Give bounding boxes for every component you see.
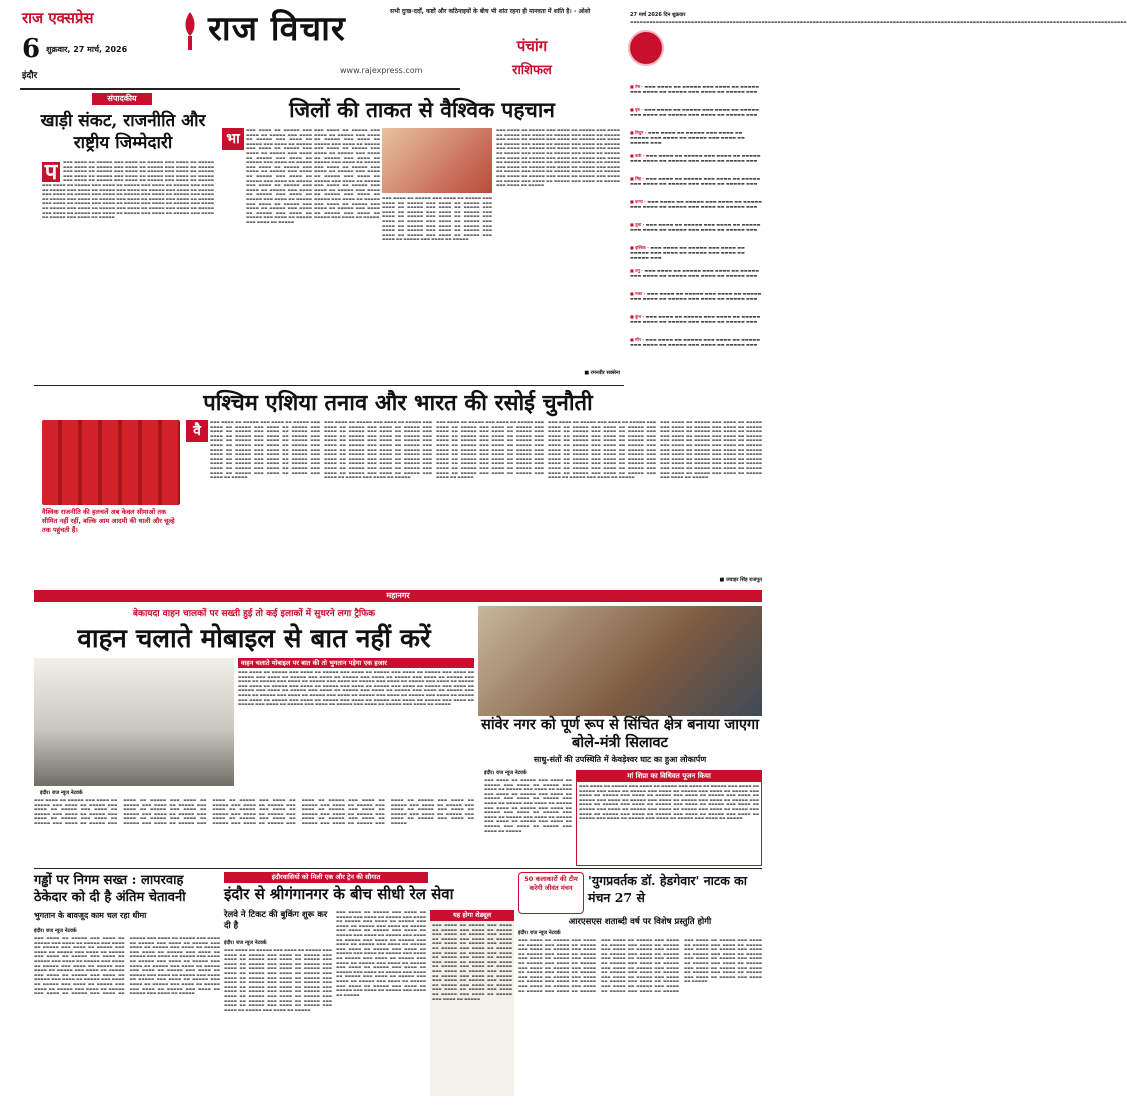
hedgewar-sub: आरएसएस शताब्दी वर्ष पर विशेष प्रस्तुति होगी bbox=[568, 917, 712, 927]
rail-headline: इंदौर से श्रीगंगानगर के बीच सीधी रेल सेवा bbox=[224, 885, 454, 903]
second-byline: ■ जवाहर सिंह राजपूत bbox=[719, 577, 762, 583]
zodiac-item-name: ■ वृश्चिक - bbox=[630, 245, 651, 250]
zodiac-item: ■ मिथुन - ▬▬▬ ▬▬▬▬ ▬▬ ▬▬▬▬▬ ▬▬▬ ▬▬▬▬ ▬▬ ▬▬▬▬▬ ▬▬▬ ▬▬▬▬ ▬▬ ▬▬▬▬▬ ▬▬▬ ▬▬▬▬ ▬▬ ▬▬▬▬▬ ▬▬▬ bbox=[630, 130, 745, 146]
hedgewar-headline: 'युगप्रवर्तक डॉ. हेडगेवार' नाटक का मंचन 27 से bbox=[588, 873, 747, 905]
zodiac-item-name: ■ कुंभ - bbox=[630, 314, 646, 319]
traffic-kicker: बेकायदा वाहन चालकों पर सख्ती हुई तो कई इलाकों में सुधरने लगा ट्रैफिक bbox=[132, 609, 376, 619]
zodiac-item-name: ■ कर्क - bbox=[630, 153, 646, 158]
masthead-quote: सभी दुःख-दर्दों, कष्टों और कठिनाइयों के बीच भी शांत रहना ही मानवता में शांति है। - ओशो bbox=[390, 8, 591, 15]
editorial-headline: खाड़ी संकट, राजनीति और राष्ट्रीय जिम्मेदारी bbox=[40, 111, 206, 153]
panchang-intro: 27 मार्च 2026 दिन शुक्रवार bbox=[630, 12, 686, 18]
panchang-heading bbox=[472, 36, 627, 88]
second-dropcap: वै bbox=[186, 420, 208, 442]
lower-rule bbox=[34, 868, 762, 869]
zodiac-item: ■ मकर - ▬▬▬ ▬▬▬▬ ▬▬ ▬▬▬▬▬ ▬▬▬ ▬▬▬▬ ▬▬ ▬▬▬▬▬ ▬▬▬ ▬▬▬▬ ▬▬ ▬▬▬▬▬ ▬▬▬ ▬▬▬▬ ▬▬ ▬▬▬▬▬ ▬▬▬ bbox=[630, 291, 762, 302]
zodiac-item-name: ■ तुला - bbox=[630, 222, 646, 227]
traffic-photo-caption: इंदौर। राज न्यूज नेटवर्क bbox=[40, 790, 83, 796]
issue-city: इंदौर bbox=[22, 71, 38, 81]
rail-kicker-box bbox=[224, 872, 428, 883]
zodiac-item-name: ■ मकर - bbox=[630, 291, 647, 296]
section-bar-label: महानगर bbox=[386, 591, 410, 600]
potholes-headline: गड्ढों पर निगम सख्त : लापरवाह ठेकेदार को दी है अंतिम चेतावनी bbox=[34, 873, 186, 905]
rail-schedule-head: यह होगा शेड्यूल bbox=[430, 910, 514, 921]
traffic-photo-left bbox=[34, 658, 234, 786]
editorial-label: संपादकीय bbox=[92, 93, 152, 105]
brand-name: राज एक्सप्रेस bbox=[22, 9, 94, 27]
lead-byline: ■ रमनवीर सक्सेना bbox=[584, 370, 620, 376]
panchang-subtitle: राशिफल bbox=[512, 63, 552, 78]
zodiac-item: ■ सिंह - ▬▬▬ ▬▬▬▬ ▬▬ ▬▬▬▬▬ ▬▬▬ ▬▬▬▬ ▬▬ ▬▬▬▬▬ ▬▬▬ ▬▬▬▬ ▬▬ ▬▬▬▬▬ ▬▬▬ ▬▬▬▬ ▬▬ ▬▬▬▬▬ ▬▬▬ bbox=[630, 176, 761, 187]
rail-byline: इंदौर। राज न्यूज नेटवर्क bbox=[224, 940, 267, 946]
rail-kicker: इंदौरवासियों को मिली एक और ट्रेन की सौगात bbox=[271, 873, 381, 881]
panchang-column bbox=[630, 12, 1127, 417]
website[interactable]: www.rajexpress.com bbox=[340, 66, 423, 75]
zodiac-item: ■ तुला - ▬▬▬ ▬▬▬▬ ▬▬ ▬▬▬▬▬ ▬▬▬ ▬▬▬▬ ▬▬ ▬▬▬▬▬ ▬▬▬ ▬▬▬▬ ▬▬ ▬▬▬▬▬ ▬▬▬ ▬▬▬▬ ▬▬ ▬▬▬▬▬ ▬▬▬ bbox=[630, 222, 761, 233]
zodiac-item-name: ■ वृष - bbox=[630, 107, 645, 112]
zodiac-item-name: ■ धनु - bbox=[630, 268, 645, 273]
zodiac-item-name: ■ सिंह - bbox=[630, 176, 646, 181]
logo-icon bbox=[180, 10, 200, 52]
section-bar bbox=[34, 590, 762, 602]
zodiac-item: ■ वृष - ▬▬▬ ▬▬▬▬ ▬▬ ▬▬▬▬▬ ▬▬▬ ▬▬▬▬ ▬▬ ▬▬▬▬▬ ▬▬▬ ▬▬▬▬ ▬▬ ▬▬▬▬▬ ▬▬▬ ▬▬▬▬ ▬▬ ▬▬▬▬▬ ▬▬▬ bbox=[630, 107, 759, 118]
second-headline: पश्चिम एशिया तनाव और भारत की रसोई चुनौती bbox=[203, 390, 593, 416]
page-number: 6 bbox=[22, 34, 41, 64]
potholes-sub: भुगतान के बावजूद काम चल रहा धीमा bbox=[34, 911, 147, 920]
potholes-byline: इंदौर। राज न्यूज नेटवर्क bbox=[34, 928, 77, 934]
sawer-box-headline: मां शिप्रा का विधिवत पूजन किया bbox=[577, 771, 761, 782]
issue-date: शुक्रवार, 27 मार्च, 2026 bbox=[46, 44, 128, 54]
lead-dropcap: भा bbox=[222, 128, 244, 150]
zodiac-item: ■ मीन - ▬▬▬ ▬▬▬▬ ▬▬ ▬▬▬▬▬ ▬▬▬ ▬▬▬▬ ▬▬ ▬▬▬▬▬ ▬▬▬ ▬▬▬▬ ▬▬ ▬▬▬▬▬ ▬▬▬ ▬▬▬▬ ▬▬ ▬▬▬▬▬ ▬▬▬ bbox=[630, 337, 760, 348]
lead-body: भा ▬▬▬ ▬▬▬▬ ▬▬ ▬▬▬▬▬ ▬▬▬ ▬▬▬▬ ▬▬ ▬▬▬▬▬ ▬▬▬ ▬▬▬▬ ▬▬ ▬▬▬▬▬ ▬▬▬ ▬▬▬▬ ▬▬ ▬▬▬▬▬ ▬▬▬ ▬▬▬▬ ▬▬ ▬▬▬▬▬ ▬▬▬ ▬▬▬▬ ▬▬ ▬▬▬▬▬ ▬▬▬ ▬▬▬▬ ▬▬ ▬▬▬▬▬ ▬▬▬ ▬▬▬▬ ▬▬ ▬▬▬▬▬ ▬▬▬ ▬▬▬▬ ▬▬ ▬▬▬▬▬ ▬▬▬ ▬▬▬▬ ▬▬ ▬▬▬▬▬ ▬▬▬ ▬▬▬▬ ▬▬ ▬▬▬▬▬ ▬▬▬ ▬▬▬▬ ▬▬ ▬▬▬▬▬ ▬▬▬ ▬▬▬▬ ▬▬ ▬▬▬▬▬ ▬▬▬ ▬▬▬▬ ▬▬ ▬▬▬▬▬ ▬▬▬ ▬▬▬▬ ▬▬ ▬▬▬▬▬ ▬▬▬ ▬▬▬▬ ▬▬ ▬▬▬▬▬ ▬▬▬ ▬▬▬▬ ▬▬ ▬▬▬▬▬ ▬▬▬ ▬▬▬▬ ▬▬ ▬▬▬▬▬ ▬▬▬ ▬▬▬▬ ▬▬ ▬▬▬▬▬ ▬▬▬ ▬▬▬▬ ▬▬ ▬▬▬▬▬ ▬▬▬ ▬▬▬▬ ▬▬ ▬▬▬▬▬ ▬▬▬ ▬▬▬▬ ▬▬ ▬▬▬▬▬ ▬▬▬ ▬▬▬▬ ▬▬ ▬▬▬▬▬ ▬▬▬ ▬▬▬▬ ▬▬ ▬▬▬▬▬ ▬▬▬ ▬▬▬▬ ▬▬ ▬▬▬▬▬ ▬▬▬ ▬▬▬▬ ▬▬ ▬▬▬▬▬ ▬▬▬ ▬▬▬▬ ▬▬ ▬▬▬▬▬ ▬▬▬ ▬▬▬▬ ▬▬ ▬▬▬▬▬ ▬▬▬ ▬▬▬▬ ▬▬ ▬▬▬▬▬ ▬▬▬ ▬▬▬▬ ▬▬ ▬▬▬▬▬ ▬▬▬ ▬▬▬▬ ▬▬ ▬▬▬▬▬ ▬▬▬ ▬▬▬▬ ▬▬ ▬▬▬▬▬ ▬▬▬ ▬▬▬▬ ▬▬ ▬▬▬▬▬ ▬▬▬ ▬▬▬▬ ▬▬ ▬▬▬▬▬ ▬▬▬ ▬▬▬▬ ▬▬ ▬▬▬▬▬ ▬▬▬ ▬▬▬▬ ▬▬ ▬▬▬▬▬ ▬▬▬ ▬▬▬▬ ▬▬ ▬▬▬▬▬ ▬▬▬ ▬▬▬▬ ▬▬ ▬▬▬▬▬ ▬▬▬ ▬▬▬▬ ▬▬ ▬▬▬▬▬ ▬▬▬ ▬▬▬▬ ▬▬ ▬▬▬▬▬ ▬▬▬ ▬▬▬▬ ▬▬ ▬▬▬▬▬ ▬▬▬ ▬▬▬▬ ▬▬ ▬▬▬▬▬ ▬▬▬ ▬▬▬▬ ▬▬ ▬▬▬▬▬ ▬▬▬ ▬▬▬▬ ▬▬ ▬▬▬▬▬ ▬▬▬ ▬▬▬▬ ▬▬ ▬▬▬▬▬ ▬▬▬ ▬▬▬▬ ▬▬ ▬▬▬▬▬ ▬▬▬ ▬▬▬▬ ▬▬ ▬▬▬▬▬ ▬▬▬ ▬▬▬▬ ▬▬ ▬▬▬▬▬ ▬▬▬ ▬▬▬▬ ▬▬ ▬▬▬▬▬ ▬▬▬ ▬▬▬▬ ▬▬ ▬▬▬▬▬ ▬▬▬ ▬▬▬▬ ▬▬ ▬▬▬▬▬ ▬▬▬ ▬▬▬▬ ▬▬ ▬▬▬▬▬ ▬▬▬ ▬▬▬▬ ▬▬ ▬▬▬▬▬ ▬▬▬ ▬▬▬▬ ▬▬ ▬▬▬▬▬ ▬▬▬ ▬▬▬▬ ▬▬ ▬▬▬▬▬ ▬▬▬ ▬▬▬▬ ▬▬ ▬▬▬▬▬ ▬▬▬ ▬▬▬▬ ▬▬ ▬▬▬▬▬ ▬▬▬ ▬▬▬▬ ▬▬ ▬▬▬▬▬ ▬▬▬ ▬▬▬▬ ▬▬ ▬▬▬▬▬ ▬▬▬ ▬▬▬▬ ▬▬ ▬▬▬▬▬ ▬▬▬ ▬▬▬▬ ▬▬ ▬▬▬▬▬ ▬▬▬ ▬▬▬▬ ▬▬ ▬▬▬▬▬ ▬▬▬ ▬▬▬▬ ▬▬ ▬▬▬▬▬ ▬▬▬ ▬▬▬▬ ▬▬ ▬▬▬▬▬ ▬▬▬ ▬▬▬▬ ▬▬ ▬▬▬▬▬ ▬▬▬ ▬▬▬▬ ▬▬ ▬▬▬▬▬ ▬▬▬ ▬▬▬▬ ▬▬ ▬▬▬▬▬ ▬▬▬ ▬▬▬▬ ▬▬ ▬▬▬▬▬ ▬▬▬ ▬▬▬▬ ▬▬ ▬▬▬▬▬ ▬▬▬ ▬▬▬▬ ▬▬ ▬▬▬▬▬ ▬▬▬ ▬▬▬▬ ▬▬ ▬▬▬▬▬ ▬▬▬ ▬▬▬▬ ▬▬ ▬▬▬▬▬ ▬▬▬ ▬▬▬▬ ▬▬ ▬▬▬▬▬ ▬▬▬ ▬▬▬▬ ▬▬ ▬▬▬▬▬ ▬▬▬ ▬▬▬▬ ▬▬ ▬▬▬▬▬ ▬▬▬ ▬▬▬▬ ▬▬ ▬▬▬▬▬ ▬▬▬ ▬▬▬▬ ▬▬ ▬▬▬▬▬ ▬▬▬ ▬▬▬▬ ▬▬ ▬▬▬▬▬ ▬▬▬ ▬▬▬▬ ▬▬ ▬▬▬▬▬ ▬▬▬ ▬▬▬▬ ▬▬ ▬▬▬▬▬ ▬▬▬ ▬▬▬▬ ▬▬ ▬▬▬▬▬ ▬▬▬ ▬▬▬▬ ▬▬ ▬▬▬▬▬ ▬▬▬ ▬▬▬▬ ▬▬ ▬▬▬▬▬ ▬▬▬ ▬▬▬▬ ▬▬ ▬▬▬▬▬ ▬▬▬ ▬▬▬▬ ▬▬ ▬▬▬▬▬ ▬▬▬ ▬▬▬▬ ▬▬ ▬▬▬▬▬ ▬▬▬ ▬▬▬▬ ▬▬ ▬▬▬▬▬ ▬▬▬ ▬▬▬▬ ▬▬ ▬▬▬▬▬ ▬▬▬ ▬▬▬▬ ▬▬ ▬▬▬▬▬ ▬▬▬ ▬▬▬▬ ▬▬ ▬▬▬▬▬ ▬▬▬ ▬▬▬▬ ▬▬ ▬▬▬▬▬ ▬▬▬ ▬▬▬▬ ▬▬ ▬▬▬▬▬ ▬▬▬ ▬▬▬▬ ▬▬ ▬▬▬▬▬ ▬▬▬ ▬▬▬▬ ▬▬ ▬▬▬▬▬ ▬▬▬ ▬▬▬▬ ▬▬ ▬▬▬▬▬ ▬▬▬ ▬▬▬▬ ▬▬ ▬▬▬▬▬ ▬▬▬ ▬▬▬▬ ▬▬ ▬▬▬▬▬ ▬▬▬ ▬▬▬▬ ▬▬ ▬▬▬▬▬ ▬▬▬ ▬▬▬▬ ▬▬ ▬▬▬▬▬ ▬▬▬ ▬▬▬▬ ▬▬ ▬▬▬▬▬ ▬▬▬ ▬▬▬▬ ▬▬ ▬▬▬▬▬ ▬▬▬ ▬▬▬▬ ▬▬ ▬▬▬▬▬ ■ रमनवीर सक्सेना bbox=[222, 128, 622, 383]
sawer-box: मां शिप्रा का विधिवत पूजन किया ▬▬▬ ▬▬▬▬ ▬▬ ▬▬▬▬▬ ▬▬▬ ▬▬▬▬ ▬▬ ▬▬▬▬▬ ▬▬▬ ▬▬▬▬ ▬▬ ▬▬▬▬▬ ▬▬▬ ▬▬▬▬ ▬▬ ▬▬▬▬▬ ▬▬▬ ▬▬▬▬ ▬▬ ▬▬▬▬▬ ▬▬▬ ▬▬▬▬ ▬▬ ▬▬▬▬▬ ▬▬▬ ▬▬▬▬ ▬▬ ▬▬▬▬▬ ▬▬▬ ▬▬▬▬ ▬▬ ▬▬▬▬▬ ▬▬▬ ▬▬▬▬ ▬▬ ▬▬▬▬▬ ▬▬▬ ▬▬▬▬ ▬▬ ▬▬▬▬▬ ▬▬▬ ▬▬▬▬ ▬▬ ▬▬▬▬▬ ▬▬▬ ▬▬▬▬ ▬▬ ▬▬▬▬▬ ▬▬▬ ▬▬▬▬ ▬▬ ▬▬▬▬▬ ▬▬▬ ▬▬▬▬ ▬▬ ▬▬▬▬▬ ▬▬▬ ▬▬▬▬ ▬▬ ▬▬▬▬▬ ▬▬▬ ▬▬▬▬ ▬▬ ▬▬▬▬▬ ▬▬▬ ▬▬▬▬ ▬▬ ▬▬▬▬▬ ▬▬▬ ▬▬▬▬ ▬▬ ▬▬▬▬▬ ▬▬▬ ▬▬▬▬ ▬▬ ▬▬▬▬▬ ▬▬▬ ▬▬▬▬ ▬▬ ▬▬▬▬▬ ▬▬▬ ▬▬▬▬ ▬▬ ▬▬▬▬▬ ▬▬▬ ▬▬▬▬ ▬▬ ▬▬▬▬▬ ▬▬▬ ▬▬▬▬ ▬▬ ▬▬▬▬▬ ▬▬▬ ▬▬▬▬ ▬▬ ▬▬▬▬▬ ▬▬▬ ▬▬▬▬ ▬▬ ▬▬▬▬▬ ▬▬▬ ▬▬▬▬ ▬▬ ▬▬▬▬▬ ▬▬▬ ▬▬▬▬ ▬▬ ▬▬▬▬▬ ▬▬▬ ▬▬▬▬ ▬▬ ▬▬▬▬▬ bbox=[576, 770, 762, 866]
lead-byline-name: रमनवीर सक्सेना bbox=[590, 370, 620, 376]
zodiac-item-name: ■ मिथुन - bbox=[630, 130, 648, 135]
sawer-sub: साधु-संतों की उपस्थिति में केवड़ेश्वर घाट का हुआ लोकार्पण bbox=[533, 755, 707, 764]
sawer-byline: इंदौर। राज न्यूज नेटवर्क bbox=[484, 770, 527, 776]
second-byline-name: जवाहर सिंह राजपूत bbox=[725, 577, 762, 583]
rail-schedule-box: यह होगा शेड्यूल ▬▬▬ ▬▬▬▬ ▬▬ ▬▬▬▬▬ ▬▬▬ ▬▬▬▬ ▬▬ ▬▬▬▬▬ ▬▬▬ ▬▬▬▬ ▬▬ ▬▬▬▬▬ ▬▬▬ ▬▬▬▬ ▬▬ ▬▬▬▬▬ ▬▬▬ ▬▬▬▬ ▬▬ ▬▬▬▬▬ ▬▬▬ ▬▬▬▬ ▬▬ ▬▬▬▬▬ ▬▬▬ ▬▬▬▬ ▬▬ ▬▬▬▬▬ ▬▬▬ ▬▬▬▬ ▬▬ ▬▬▬▬▬ ▬▬▬ ▬▬▬▬ ▬▬ ▬▬▬▬▬ ▬▬▬ ▬▬▬▬ ▬▬ ▬▬▬▬▬ ▬▬▬ ▬▬▬▬ ▬▬ ▬▬▬▬▬ ▬▬▬ ▬▬▬▬ ▬▬ ▬▬▬▬▬ ▬▬▬ ▬▬▬▬ ▬▬ ▬▬▬▬▬ ▬▬▬ ▬▬▬▬ ▬▬ ▬▬▬▬▬ ▬▬▬ ▬▬▬▬ ▬▬ ▬▬▬▬▬ ▬▬▬ ▬▬▬▬ ▬▬ ▬▬▬▬▬ ▬▬▬ ▬▬▬▬ ▬▬ ▬▬▬▬▬ ▬▬▬ ▬▬▬▬ ▬▬ ▬▬▬▬▬ ▬▬▬ ▬▬▬▬ ▬▬ ▬▬▬▬▬ ▬▬▬ ▬▬▬▬ ▬▬ ▬▬▬▬▬ ▬▬▬ ▬▬▬▬ ▬▬ ▬▬▬▬▬ ▬▬▬ ▬▬▬▬ ▬▬ ▬▬▬▬▬ ▬▬▬ ▬▬▬▬ ▬▬ ▬▬▬▬▬ ▬▬▬ ▬▬▬▬ ▬▬ ▬▬▬▬▬ ▬▬▬ ▬▬▬▬ ▬▬ ▬▬▬▬▬ bbox=[430, 910, 514, 1096]
hedgewar-badge-text: 50 कलाकारों की टीम करेगी जीवंत मंचन bbox=[524, 875, 578, 892]
editorial-dropcap: प bbox=[42, 162, 60, 182]
zodiac-item: ■ कुंभ - ▬▬▬ ▬▬▬▬ ▬▬ ▬▬▬▬▬ ▬▬▬ ▬▬▬▬ ▬▬ ▬▬▬▬▬ ▬▬▬ ▬▬▬▬ ▬▬ ▬▬▬▬▬ ▬▬▬ ▬▬▬▬ ▬▬ ▬▬▬▬▬ ▬▬▬ bbox=[630, 314, 761, 325]
panchang-details: ▬▬▬▬▬▬▬▬▬▬▬▬▬▬▬▬▬▬▬▬▬▬▬▬▬▬▬▬▬▬▬▬▬▬▬▬▬▬▬▬▬▬▬▬▬▬▬▬▬▬▬▬▬▬▬▬▬▬▬▬▬▬▬▬▬▬▬▬▬▬▬▬▬▬▬▬▬▬▬▬▬▬▬▬▬▬▬▬▬▬▬▬▬▬▬▬▬▬▬▬▬▬▬▬▬▬▬▬▬▬▬▬▬▬▬▬▬▬▬▬▬▬▬▬▬▬▬▬▬▬▬▬▬▬▬▬▬▬▬▬▬▬▬▬▬▬▬▬▬▬▬▬▬▬▬ bbox=[630, 20, 1127, 24]
second-body: वै ▬▬▬ ▬▬▬▬ ▬▬ ▬▬▬▬▬ ▬▬▬ ▬▬▬▬ ▬▬ ▬▬▬▬▬ ▬▬▬ ▬▬▬▬ ▬▬ ▬▬▬▬▬ ▬▬▬ ▬▬▬▬ ▬▬ ▬▬▬▬▬ ▬▬▬ ▬▬▬▬ ▬▬ ▬▬▬▬▬ ▬▬▬ ▬▬▬▬ ▬▬ ▬▬▬▬▬ ▬▬▬ ▬▬▬▬ ▬▬ ▬▬▬▬▬ ▬▬▬ ▬▬▬▬ ▬▬ ▬▬▬▬▬ ▬▬▬ ▬▬▬▬ ▬▬ ▬▬▬▬▬ ▬▬▬ ▬▬▬▬ ▬▬ ▬▬▬▬▬ ▬▬▬ ▬▬▬▬ ▬▬ ▬▬▬▬▬ ▬▬▬ ▬▬▬▬ ▬▬ ▬▬▬▬▬ ▬▬▬ ▬▬▬▬ ▬▬ ▬▬▬▬▬ ▬▬▬ ▬▬▬▬ ▬▬ ▬▬▬▬▬ ▬▬▬ ▬▬▬▬ ▬▬ ▬▬▬▬▬ ▬▬▬ ▬▬▬▬ ▬▬ ▬▬▬▬▬ ▬▬▬ ▬▬▬▬ ▬▬ ▬▬▬▬▬ ▬▬▬ ▬▬▬▬ ▬▬ ▬▬▬▬▬ ▬▬▬ ▬▬▬▬ ▬▬ ▬▬▬▬▬ ▬▬▬ ▬▬▬▬ ▬▬ ▬▬▬▬▬ ▬▬▬ ▬▬▬▬ ▬▬ ▬▬▬▬▬ ▬▬▬ ▬▬▬▬ ▬▬ ▬▬▬▬▬ ▬▬▬ ▬▬▬▬ ▬▬ ▬▬▬▬▬ ▬▬▬ ▬▬▬▬ ▬▬ ▬▬▬▬▬ ▬▬▬ ▬▬▬▬ ▬▬ ▬▬▬▬▬ ▬▬▬ ▬▬▬▬ ▬▬ ▬▬▬▬▬ ▬▬▬ ▬▬▬▬ ▬▬ ▬▬▬▬▬ ▬▬▬ ▬▬▬▬ ▬▬ ▬▬▬▬▬ ▬▬▬ ▬▬▬▬ ▬▬ ▬▬▬▬▬ ▬▬▬ ▬▬▬▬ ▬▬ ▬▬▬▬▬ ▬▬▬ ▬▬▬▬ ▬▬ ▬▬▬▬▬ ▬▬▬ ▬▬▬▬ ▬▬ ▬▬▬▬▬ ▬▬▬ ▬▬▬▬ ▬▬ ▬▬▬▬▬ ▬▬▬ ▬▬▬▬ ▬▬ ▬▬▬▬▬ ▬▬▬ ▬▬▬▬ ▬▬ ▬▬▬▬▬ ▬▬▬ ▬▬▬▬ ▬▬ ▬▬▬▬▬ ▬▬▬ ▬▬▬▬ ▬▬ ▬▬▬▬▬ ▬▬▬ ▬▬▬▬ ▬▬ ▬▬▬▬▬ ▬▬▬ ▬▬▬▬ ▬▬ ▬▬▬▬▬ ▬▬▬ ▬▬▬▬ ▬▬ ▬▬▬▬▬ ▬▬▬ ▬▬▬▬ ▬▬ ▬▬▬▬▬ ▬▬▬ ▬▬▬▬ ▬▬ ▬▬▬▬▬ ▬▬▬ ▬▬▬▬ ▬▬ ▬▬▬▬▬ ▬▬▬ ▬▬▬▬ ▬▬ ▬▬▬▬▬ ▬▬▬ ▬▬▬▬ ▬▬ ▬▬▬▬▬ ▬▬▬ ▬▬▬▬ ▬▬ ▬▬▬▬▬ ▬▬▬ ▬▬▬▬ ▬▬ ▬▬▬▬▬ ▬▬▬ ▬▬▬▬ ▬▬ ▬▬▬▬▬ ▬▬▬ ▬▬▬▬ ▬▬ ▬▬▬▬▬ ▬▬▬ ▬▬▬▬ ▬▬ ▬▬▬▬▬ ▬▬▬ ▬▬▬▬ ▬▬ ▬▬▬▬▬ ▬▬▬ ▬▬▬▬ ▬▬ ▬▬▬▬▬ ▬▬▬ ▬▬▬▬ ▬▬ ▬▬▬▬▬ ▬▬▬ ▬▬▬▬ ▬▬ ▬▬▬▬▬ ▬▬▬ ▬▬▬▬ ▬▬ ▬▬▬▬▬ ▬▬▬ ▬▬▬▬ ▬▬ ▬▬▬▬▬ ▬▬▬ ▬▬▬▬ ▬▬ ▬▬▬▬▬ ▬▬▬ ▬▬▬▬ ▬▬ ▬▬▬▬▬ ▬▬▬ ▬▬▬▬ ▬▬ ▬▬▬▬▬ ▬▬▬ ▬▬▬▬ ▬▬ ▬▬▬▬▬ ▬▬▬ ▬▬▬▬ ▬▬ ▬▬▬▬▬ ▬▬▬ ▬▬▬▬ ▬▬ ▬▬▬▬▬ ▬▬▬ ▬▬▬▬ ▬▬ ▬▬▬▬▬ ▬▬▬ ▬▬▬▬ ▬▬ ▬▬▬▬▬ ▬▬▬ ▬▬▬▬ ▬▬ ▬▬▬▬▬ ▬▬▬ ▬▬▬▬ ▬▬ ▬▬▬▬▬ ▬▬▬ ▬▬▬▬ ▬▬ ▬▬▬▬▬ ▬▬▬ ▬▬▬▬ ▬▬ ▬▬▬▬▬ ▬▬▬ ▬▬▬▬ ▬▬ ▬▬▬▬▬ ▬▬▬ ▬▬▬▬ ▬▬ ▬▬▬▬▬ ▬▬▬ ▬▬▬▬ ▬▬ ▬▬▬▬▬ ▬▬▬ ▬▬▬▬ ▬▬ ▬▬▬▬▬ ▬▬▬ ▬▬▬▬ ▬▬ ▬▬▬▬▬ ▬▬▬ ▬▬▬▬ ▬▬ ▬▬▬▬▬ ▬▬▬ ▬▬▬▬ ▬▬ ▬▬▬▬▬ ▬▬▬ ▬▬▬▬ ▬▬ ▬▬▬▬▬ ▬▬▬ ▬▬▬▬ ▬▬ ▬▬▬▬▬ ▬▬▬ ▬▬▬▬ ▬▬ ▬▬▬▬▬ ▬▬▬ ▬▬▬▬ ▬▬ ▬▬▬▬▬ ▬▬▬ ▬▬▬▬ ▬▬ ▬▬▬▬▬ ▬▬▬ ▬▬▬▬ ▬▬ ▬▬▬▬▬ ▬▬▬ ▬▬▬▬ ▬▬ ▬▬▬▬▬ ▬▬▬ ▬▬▬▬ ▬▬ ▬▬▬▬▬ ▬▬▬ ▬▬▬▬ ▬▬ ▬▬▬▬▬ ▬▬▬ ▬▬▬▬ ▬▬ ▬▬▬▬▬ ▬▬▬ ▬▬▬▬ ▬▬ ▬▬▬▬▬ ▬▬▬ ▬▬▬▬ ▬▬ ▬▬▬▬▬ ▬▬▬ ▬▬▬▬ ▬▬ ▬▬▬▬▬ ▬▬▬ ▬▬▬▬ ▬▬ ▬▬▬▬▬ ▬▬▬ ▬▬▬▬ ▬▬ ▬▬▬▬▬ ▬▬▬ ▬▬▬▬ ▬▬ ▬▬▬▬▬ ▬▬▬ ▬▬▬▬ ▬▬ ▬▬▬▬▬ ▬▬▬ ▬▬▬▬ ▬▬ ▬▬▬▬▬ ▬▬▬ ▬▬▬▬ ▬▬ ▬▬▬▬▬ ▬▬▬ ▬▬▬▬ ▬▬ ▬▬▬▬▬ ▬▬▬ ▬▬▬▬ ▬▬ ▬▬▬▬▬ ▬▬▬ ▬▬▬▬ ▬▬ ▬▬▬▬▬ ▬▬▬ ▬▬▬▬ ▬▬ ▬▬▬▬▬ ▬▬▬ ▬▬▬▬ ▬▬ ▬▬▬▬▬ ▬▬▬ ▬▬▬▬ ▬▬ ▬▬▬▬▬ ▬▬▬ ▬▬▬▬ ▬▬ ▬▬▬▬▬ ▬▬▬ ▬▬▬▬ ▬▬ ▬▬▬▬▬ ▬▬▬ ▬▬▬▬ ▬▬ ▬▬▬▬▬ ▬▬▬ ▬▬▬▬ ▬▬ ▬▬▬▬▬ ▬▬▬ ▬▬▬▬ ▬▬ ▬▬▬▬▬ ▬▬▬ ▬▬▬▬ ▬▬ ▬▬▬▬▬ ▬▬▬ ▬▬▬▬ ▬▬ ▬▬▬▬▬ ▬▬▬ ▬▬▬▬ ▬▬ ▬▬▬▬▬ ▬▬▬ ▬▬▬▬ ▬▬ ▬▬▬▬▬ ▬▬▬ ▬▬▬▬ ▬▬ ▬▬▬▬▬ ▬▬▬ ▬▬▬▬ ▬▬ ▬▬▬▬▬ ▬▬▬ ▬▬▬▬ ▬▬ ▬▬▬▬▬ ▬▬▬ ▬▬▬▬ ▬▬ ▬▬▬▬▬ ▬▬▬ ▬▬▬▬ ▬▬ ▬▬▬▬▬ ▬▬▬ ▬▬▬▬ ▬▬ ▬▬▬▬▬ ▬▬▬ ▬▬▬▬ ▬▬ ▬▬▬▬▬ ▬▬▬ ▬▬▬▬ ▬▬ ▬▬▬▬▬ ▬▬▬ ▬▬▬▬ ▬▬ ▬▬▬▬▬ ▬▬▬ ▬▬▬▬ ▬▬ ▬▬▬▬▬ ▬▬▬ ▬▬▬▬ ▬▬ ▬▬▬▬▬ ▬▬▬ ▬▬▬▬ ▬▬ ▬▬▬▬▬ ▬▬▬ ▬▬▬▬ ▬▬ ▬▬▬▬▬ ▬▬▬ ▬▬▬▬ ▬▬ ▬▬▬▬▬ ▬▬▬ ▬▬▬▬ ▬▬ ▬▬▬▬▬ ▬▬▬ ▬▬▬▬ ▬▬ ▬▬▬▬▬ ▬▬▬ ▬▬▬▬ ▬▬ ▬▬▬▬▬ ▬▬▬ ▬▬▬▬ ▬▬ ▬▬▬▬▬ ■ जवाहर सिंह राजपूत bbox=[186, 420, 762, 585]
lead-headline: जिलों की ताकत से वैश्विक पहचान bbox=[289, 97, 555, 122]
traffic-subhead-box bbox=[238, 658, 474, 668]
zodiac-item: ■ कर्क - ▬▬▬ ▬▬▬▬ ▬▬ ▬▬▬▬▬ ▬▬▬ ▬▬▬▬ ▬▬ ▬▬▬▬▬ ▬▬▬ ▬▬▬▬ ▬▬ ▬▬▬▬▬ ▬▬▬ ▬▬▬▬ ▬▬ ▬▬▬▬▬ ▬▬▬ bbox=[630, 153, 761, 164]
hedgewar-badge bbox=[518, 872, 584, 914]
second-top-rule bbox=[34, 385, 624, 386]
zodiac-item: ■ वृश्चिक - ▬▬▬ ▬▬▬▬ ▬▬ ▬▬▬▬▬ ▬▬▬ ▬▬▬▬ ▬▬ ▬▬▬▬▬ ▬▬▬ ▬▬▬▬ ▬▬ ▬▬▬▬▬ ▬▬▬ ▬▬▬▬ ▬▬ ▬▬▬▬▬ ▬▬▬ bbox=[630, 245, 745, 261]
lpg-cylinders-photo bbox=[42, 420, 180, 505]
hedgewar-byline: इंदौर। राज न्यूज नेटवर्क bbox=[518, 930, 561, 936]
zodiac-item-name: ■ मीन - bbox=[630, 337, 646, 342]
zodiac-item-name: ■ मेष - bbox=[630, 84, 645, 89]
rail-sub: रेलवे ने टिकट की बुकिंग शुरू कर दी है bbox=[224, 910, 328, 931]
panchang-title: पंचांग bbox=[516, 37, 548, 55]
second-caption: वैश्विक राजनीति की हलचलें अब केवल सीमाओं तक सीमित नहीं रहीं, बल्कि आम आदमी की थाली और चूल्हे तक पहुंचती हैं। bbox=[42, 508, 175, 534]
sawer-headline: सांवेर नगर को पूर्ण रूप से सिंचित क्षेत्र बनाया जाएगा बोले-मंत्री सिलावट bbox=[481, 716, 759, 751]
masthead-rule bbox=[20, 88, 460, 90]
traffic-headline: वाहन चलाते मोबाइल से बात नहीं करें bbox=[77, 624, 431, 654]
zodiac-item: ■ धनु - ▬▬▬ ▬▬▬▬ ▬▬ ▬▬▬▬▬ ▬▬▬ ▬▬▬▬ ▬▬ ▬▬▬▬▬ ▬▬▬ ▬▬▬▬ ▬▬ ▬▬▬▬▬ ▬▬▬ ▬▬▬▬ ▬▬ ▬▬▬▬▬ ▬▬▬ bbox=[630, 268, 760, 279]
masthead-title: राज विचार bbox=[208, 9, 346, 49]
zodiac-item: ■ मेष - ▬▬▬ ▬▬▬▬ ▬▬ ▬▬▬▬▬ ▬▬▬ ▬▬▬▬ ▬▬ ▬▬▬▬▬ ▬▬▬ ▬▬▬▬ ▬▬ ▬▬▬▬▬ ▬▬▬ ▬▬▬▬ ▬▬ ▬▬▬▬▬ ▬▬▬ bbox=[630, 84, 760, 95]
editorial-body: प ▬▬▬ ▬▬▬▬ ▬▬ ▬▬▬▬▬ ▬▬▬ ▬▬▬▬ ▬▬ ▬▬▬▬▬ ▬▬▬ ▬▬▬▬ ▬▬ ▬▬▬▬▬ ▬▬▬ ▬▬▬▬ ▬▬ ▬▬▬▬▬ ▬▬▬ ▬▬▬▬ ▬▬ ▬▬▬▬▬ ▬▬▬ ▬▬▬▬ ▬▬ ▬▬▬▬▬ ▬▬▬ ▬▬▬▬ ▬▬ ▬▬▬▬▬ ▬▬▬ ▬▬▬▬ ▬▬ ▬▬▬▬▬ ▬▬▬ ▬▬▬▬ ▬▬ ▬▬▬▬▬ ▬▬▬ ▬▬▬▬ ▬▬ ▬▬▬▬▬ ▬▬▬ ▬▬▬▬ ▬▬ ▬▬▬▬▬ ▬▬▬ ▬▬▬▬ ▬▬ ▬▬▬▬▬ ▬▬▬ ▬▬▬▬ ▬▬ ▬▬▬▬▬ ▬▬▬ ▬▬▬▬ ▬▬ ▬▬▬▬▬ ▬▬▬ ▬▬▬▬ ▬▬ ▬▬▬▬▬ ▬▬▬ ▬▬▬▬ ▬▬ ▬▬▬▬▬ ▬▬▬ ▬▬▬▬ ▬▬ ▬▬▬▬▬ ▬▬▬ ▬▬▬▬ ▬▬ ▬▬▬▬▬ ▬▬▬ ▬▬▬▬ ▬▬ ▬▬▬▬▬ ▬▬▬ ▬▬▬▬ ▬▬ ▬▬▬▬▬ ▬▬▬ ▬▬▬▬ ▬▬ ▬▬▬▬▬ ▬▬▬ ▬▬▬▬ ▬▬ ▬▬▬▬▬ ▬▬▬ ▬▬▬▬ ▬▬ ▬▬▬▬▬ ▬▬▬ ▬▬▬▬ ▬▬ ▬▬▬▬▬ ▬▬▬ ▬▬▬▬ ▬▬ ▬▬▬▬▬ ▬▬▬ ▬▬▬▬ ▬▬ ▬▬▬▬▬ ▬▬▬ ▬▬▬▬ ▬▬ ▬▬▬▬▬ ▬▬▬ ▬▬▬▬ ▬▬ ▬▬▬▬▬ ▬▬▬ ▬▬▬▬ ▬▬ ▬▬▬▬▬ ▬▬▬ ▬▬▬▬ ▬▬ ▬▬▬▬▬ ▬▬▬ ▬▬▬▬ ▬▬ ▬▬▬▬▬ ▬▬▬ ▬▬▬▬ ▬▬ ▬▬▬▬▬ ▬▬▬ ▬▬▬▬ ▬▬ ▬▬▬▬▬ ▬▬▬ ▬▬▬▬ ▬▬ ▬▬▬▬▬ ▬▬▬ ▬▬▬▬ ▬▬ ▬▬▬▬▬ ▬▬▬ ▬▬▬▬ ▬▬ ▬▬▬▬▬ ▬▬▬ ▬▬▬▬ ▬▬ ▬▬▬▬▬ ▬▬▬ ▬▬▬▬ ▬▬ ▬▬▬▬▬ ▬▬▬ ▬▬▬▬ ▬▬ ▬▬▬▬▬ ▬▬▬ ▬▬▬▬ ▬▬ ▬▬▬▬▬ ▬▬▬ ▬▬▬▬ ▬▬ ▬▬▬▬▬ bbox=[42, 159, 214, 220]
sawer-photo bbox=[478, 606, 762, 716]
zodiac-list bbox=[630, 84, 762, 358]
zodiac-item: ■ कन्या - ▬▬▬ ▬▬▬▬ ▬▬ ▬▬▬▬▬ ▬▬▬ ▬▬▬▬ ▬▬ ▬▬▬▬▬ ▬▬▬ ▬▬▬▬ ▬▬ ▬▬▬▬▬ ▬▬▬ ▬▬▬▬ ▬▬ ▬▬▬▬▬ ▬▬▬ bbox=[630, 199, 762, 210]
traffic-subhead: वाहन चलाते मोबाइल पर बात की तो भुगतान पड़ेगा एक हजार bbox=[241, 659, 387, 667]
zodiac-item-name: ■ कन्या - bbox=[630, 199, 648, 204]
lead-photo bbox=[382, 128, 492, 193]
masthead-left bbox=[22, 8, 177, 80]
